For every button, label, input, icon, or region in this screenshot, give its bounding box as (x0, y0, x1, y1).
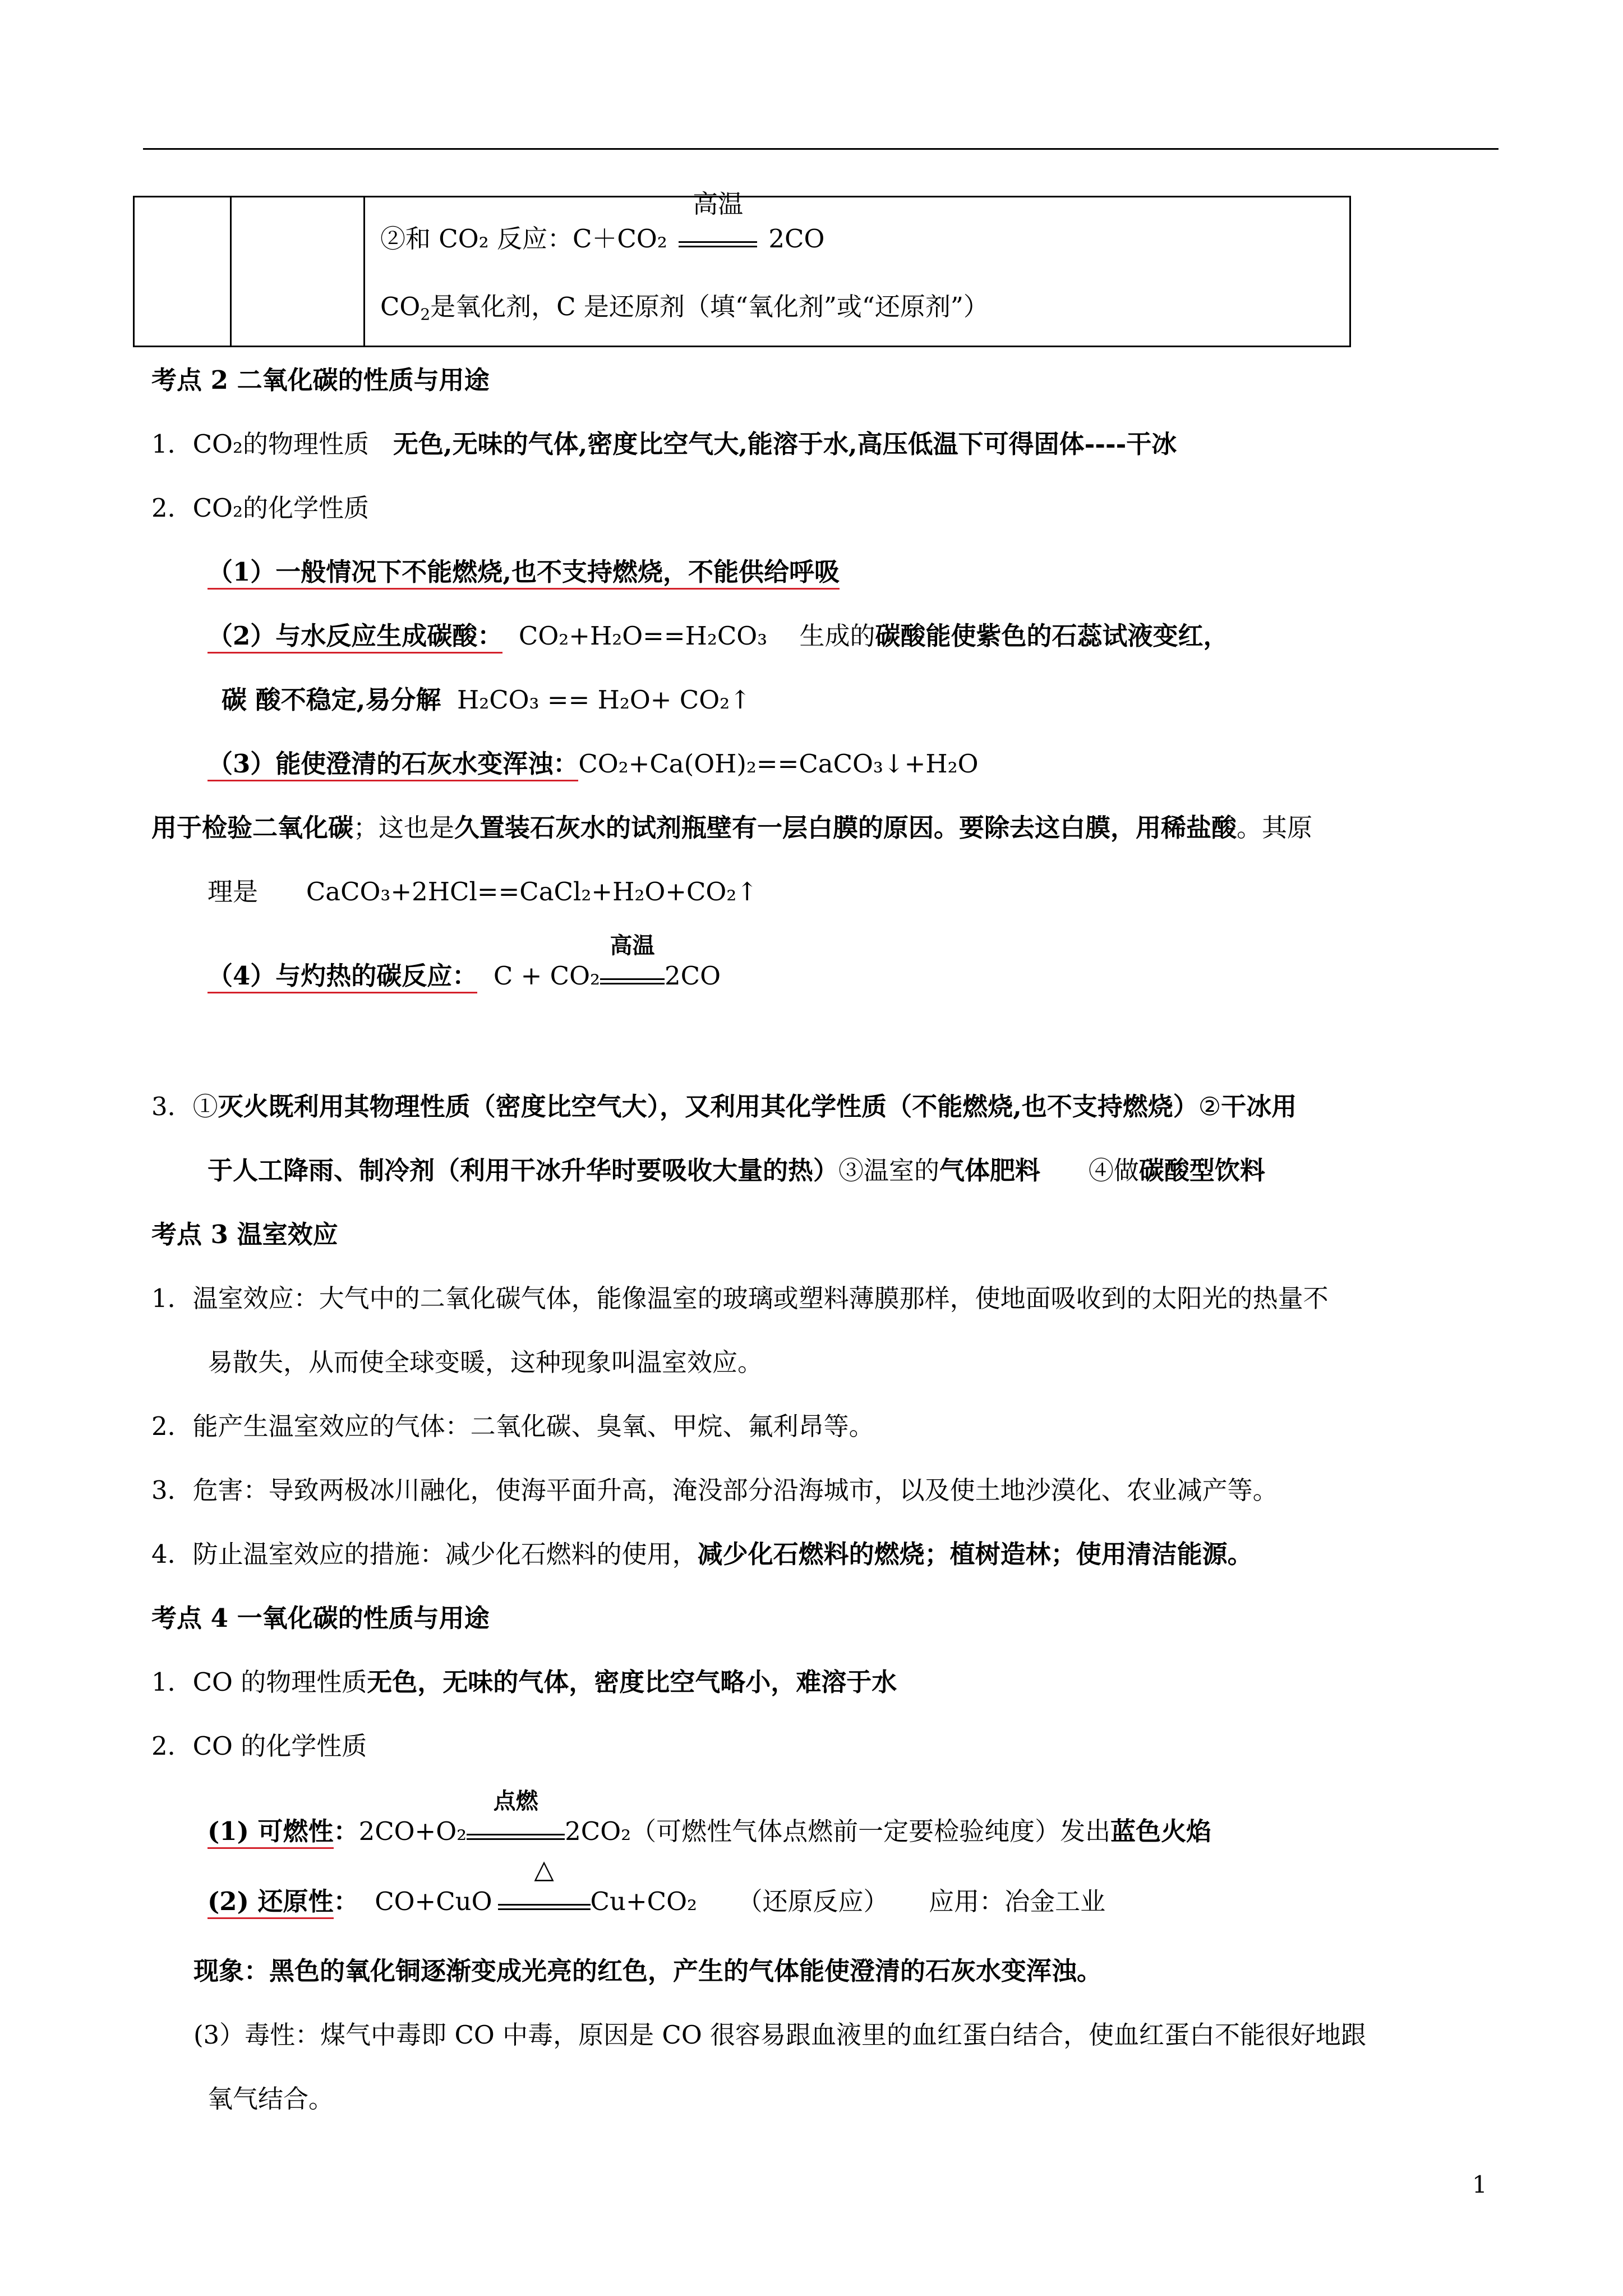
co-toxicity-1: (3）毒性：煤气中毒即 CO 中毒，原因是 CO 很容易跟血液里的血红蛋白结合，使血红蛋白不能很好地跟 (193, 2020, 1367, 2050)
co-chemical-heading: 2．CO 的化学性质 (151, 1731, 367, 1761)
page-number: 1 (1472, 2171, 1487, 2198)
section-heading-4: 考点 4 一氧化碳的性质与用途 (151, 1603, 490, 1633)
table-cell-3 (365, 189, 1350, 347)
greenhouse-harm: 3．危害：导致两极冰川融化，使海平面升高，淹没部分沿海城市，以及使土地沙漠化、农业减产等。 (151, 1475, 1278, 1505)
co-physical: 1．CO 的物理性质无色，无味的气体，密度比空气略小，难溶于水 (151, 1667, 897, 1697)
co2-property-2: （2）与水反应生成碳酸： CO₂+H₂O==H₂CO₃ 生成的碳酸能使紫色的石蕊试液变红， (208, 619, 1228, 653)
co-property-2: (2) 还原性： CO+CuO △ Cu+CO₂ （还原反应） 应用：冶金工业 (208, 1885, 1105, 1918)
co2-property-3c: 理是 CaCO₃+2HCl==CaCl₂+H₂O+CO₂↑ (208, 877, 758, 907)
co2-uses-2: 于人工降雨、制冷剂（利用干冰升华时要吸收大量的热）③温室的气体肥料 ④做碳酸型饮料 (208, 1156, 1265, 1185)
co2-property-4: （4）与灼热的碳反应： C + CO₂ 高温 2CO (208, 959, 721, 993)
greenhouse-gases: 2．能产生温室效应的气体：二氧化碳、臭氧、甲烷、氟利昂等。 (151, 1411, 874, 1441)
greenhouse-prevention: 4．防止温室效应的措施：减少化石燃料的使用，减少化石燃料的燃烧；植树造林；使用清洁能源。 (151, 1539, 1253, 1569)
co-property-1: (1) 可燃性：2CO+O₂ 点燃 2CO₂（可燃性气体点燃前一定要检验纯度）发出蓝色火焰 (208, 1815, 1211, 1848)
co-toxicity-2: 氧气结合。 (208, 2084, 334, 2114)
table-row-1: ②和 CO₂ 反应：C＋CO₂ 高温 2CO (380, 189, 825, 254)
section-heading-2: 考点 2 二氧化碳的性质与用途 (151, 365, 490, 395)
section-heading-3: 考点 3 温室效应 (151, 1220, 338, 1249)
greenhouse-definition-2: 易散失，从而使全球变暖，这种现象叫温室效应。 (208, 1347, 763, 1377)
table-cell-1 (134, 197, 231, 347)
co2-property-2b: 碳 酸不稳定,易分解 H₂CO₃ == H₂O+ CO₂↑ (222, 685, 751, 715)
continued-table (133, 189, 1351, 347)
header-rule (143, 148, 1498, 150)
table-row-2: $CO_2$是氧化剂，C 是还原剂（填“氧化剂”或“还原剂”） (380, 292, 989, 324)
co2-uses-1: 3．①灭火既利用其物理性质（密度比空气大），又利用其化学性质（不能燃烧,也不支持燃烧）②干冰用 (151, 1092, 1297, 1121)
greenhouse-definition-1: 1．温室效应：大气中的二氧化碳气体，能像温室的玻璃或塑料薄膜那样，使地面吸收到的太阳光的热量不 (151, 1283, 1329, 1313)
co2-property-3b: 用于检验二氧化碳；这也是久置装石灰水的试剂瓶壁有一层白膜的原因。要除去这白膜，用稀盐酸。其原 (151, 813, 1313, 843)
co2-chemical-heading: 2．CO₂的化学性质 (151, 493, 369, 523)
co2-property-3: （3）能使澄清的石灰水变浑浊：CO₂+Ca(OH)₂==CaCO₃↓+H₂O (208, 747, 979, 781)
co2-physical: 1．CO₂的物理性质 无色,无味的气体,密度比空气大,能溶于水,高压低温下可得固体----干冰 (151, 429, 1177, 459)
co-observation: 现象：黑色的氧化铜逐渐变成光亮的红色，产生的气体能使澄清的石灰水变浑浊。 (193, 1956, 1103, 1986)
co2-property-1: （1）一般情况下不能燃烧,也不支持燃烧，不能供给呼吸 (208, 555, 840, 589)
table-cell-2 (231, 197, 365, 347)
